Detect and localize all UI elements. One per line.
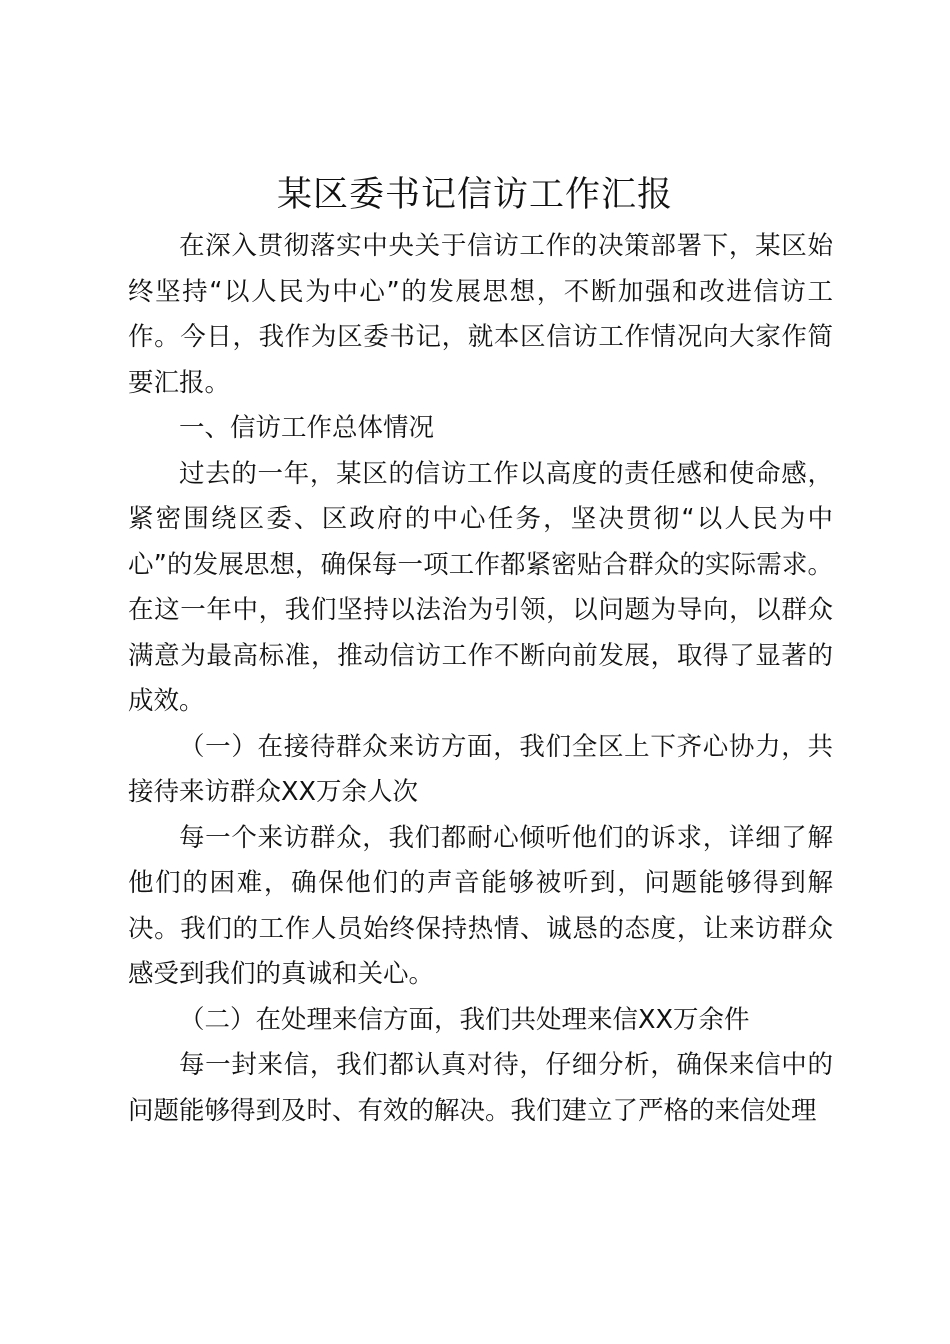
subheading-letters: （二）在处理来信方面，我们共处理来信XX万余件 [179, 1004, 750, 1035]
subheading-visits: （一）在接待群众来访方面，我们全区上下齐心协力，共接待来访群众XX万余人次 [128, 731, 833, 807]
document-body [128, 224, 833, 1134]
section-heading-overview: 一、信访工作总体情况 [179, 413, 435, 443]
paragraph-visits: 每一个来访群众，我们都耐心倾听他们的诉求，详细了解他们的困难，确保他们的声音能够被听到，问题能够得到解决。我们的工作人员始终保持热情、诚恳的态度，让来访群众感受到我们的真诚和关心。 [128, 822, 833, 989]
paragraph-intro: 在深入贯彻落实中央关于信访工作的决策部署下，某区始终坚持“以人民为中心”的发展思想，不断加强和改进信访工作。今日，我作为区委书记，就本区信访工作情况向大家作简要汇报。 [128, 231, 833, 398]
paragraph-letters: 每一封来信，我们都认真对待，仔细分析，确保来信中的问题能够得到及时、有效的解决。我们建立了严格的来信处理 [128, 1050, 833, 1126]
paragraph-overview: 过去的一年，某区的信访工作以高度的责任感和使命感，紧密围绕区委、区政府的中心任务，坚决贯彻“以人民为中心”的发展思想，确保每一项工作都紧密贴合群众的实际需求。在这一年中，我们坚持以法治为引领，以问题为导向，以群众满意为最高标准，推动信访工作不断向前发展，取得了显著的成效。 [128, 458, 833, 716]
document-title: 某区委书记信访工作汇报 [276, 175, 673, 215]
